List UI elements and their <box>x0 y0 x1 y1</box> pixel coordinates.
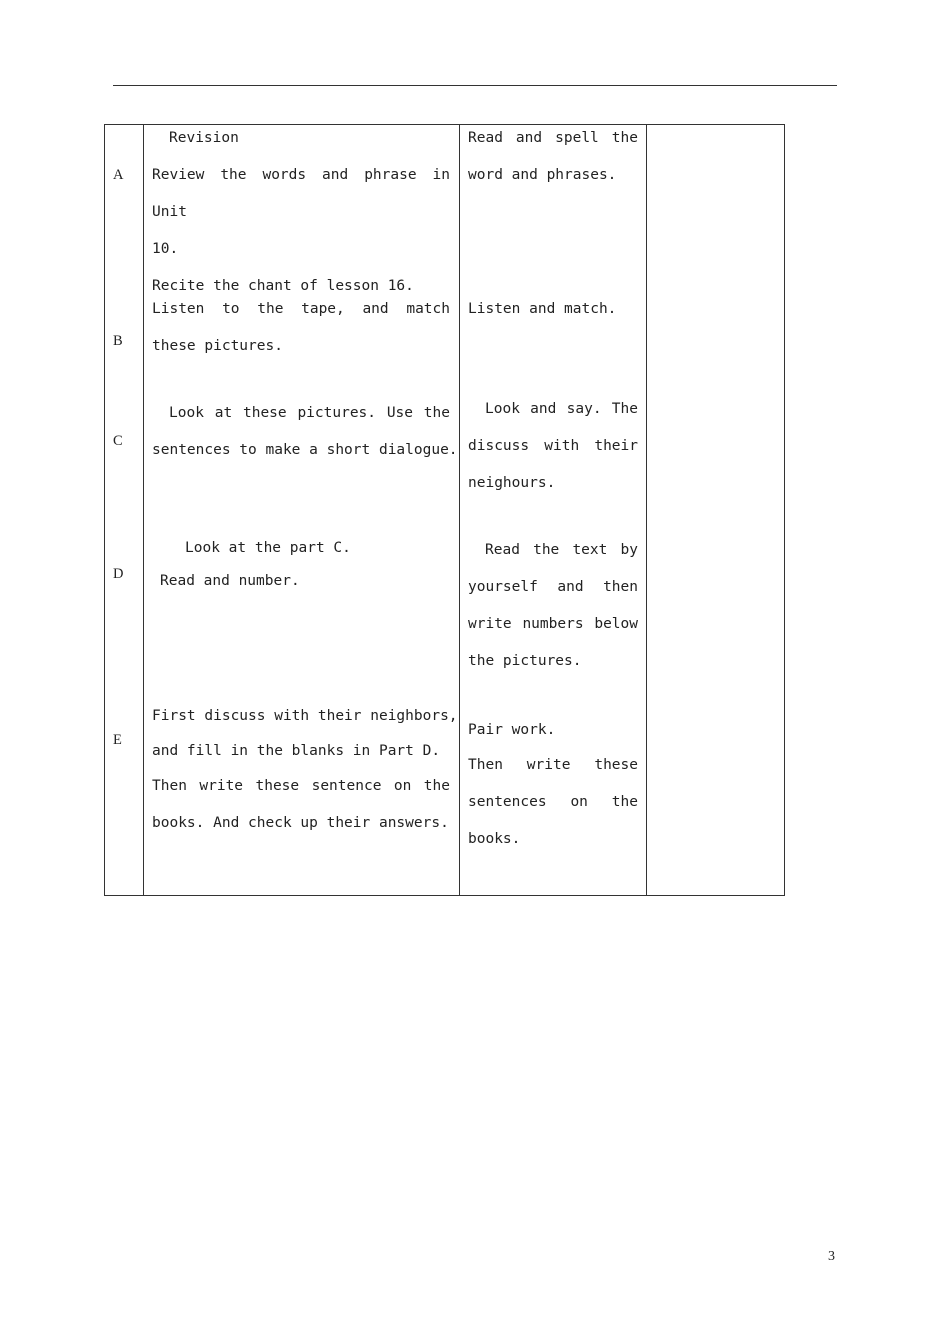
row-label-c: C <box>113 433 123 449</box>
activity-line: these pictures. <box>152 338 283 354</box>
lesson-table <box>104 124 785 896</box>
activity-cell-b <box>152 291 450 365</box>
column-divider <box>459 125 460 895</box>
row-label-e: E <box>113 732 122 748</box>
activity-cell-a <box>152 120 450 305</box>
row-label-b: B <box>113 333 123 349</box>
activity-line: First discuss with their neighbors, <box>152 708 458 724</box>
activity-line: Listen to the tape, and match <box>152 301 450 317</box>
student-line: yourself and then <box>468 579 638 595</box>
student-line: Listen and match. <box>468 301 617 317</box>
activity-cell-e <box>152 698 458 842</box>
activity-cell-c <box>152 395 458 469</box>
column-divider <box>646 125 647 895</box>
row-label-a: A <box>113 167 124 183</box>
student-line: Read and spell the <box>468 130 638 146</box>
activity-line: Read and number. <box>160 573 300 589</box>
row-label-d: D <box>113 566 124 582</box>
activity-line: Revision <box>169 130 239 146</box>
student-cell-c <box>468 391 638 502</box>
column-divider <box>143 125 144 895</box>
student-line: neighours. <box>468 475 556 491</box>
student-line: word and phrases. <box>468 167 617 183</box>
activity-line: sentences to make a short dialogue. <box>152 442 458 458</box>
header-rule <box>113 85 837 86</box>
student-line: Look and say. The <box>485 401 638 417</box>
activity-line: Then write these sentence on the <box>152 778 450 794</box>
activity-cell-d <box>152 532 450 598</box>
activity-line: 10. <box>152 241 179 257</box>
student-cell-b <box>468 291 638 328</box>
page-number: 3 <box>828 1249 835 1264</box>
student-line: discuss with their <box>468 438 638 454</box>
student-cell-e <box>468 714 638 858</box>
student-line: Read the text by <box>485 542 638 558</box>
student-line: Pair work. <box>468 722 556 738</box>
student-cell-a <box>468 120 638 194</box>
activity-line: Look at these pictures. Use the <box>169 405 450 421</box>
student-line: Then write these <box>468 757 638 773</box>
student-line: write numbers below <box>468 616 638 632</box>
activity-line: Review the words and phrase in Unit <box>152 167 450 220</box>
student-line: books. <box>468 831 521 847</box>
activity-line: Recite the chant of lesson 16. <box>152 278 414 294</box>
activity-line: books. And check up their answers. <box>152 815 449 831</box>
activity-line: Look at the part C. <box>185 540 351 556</box>
student-cell-d <box>468 532 638 680</box>
student-line: sentences on the <box>468 794 638 810</box>
student-line: the pictures. <box>468 653 582 669</box>
activity-line: and fill in the blanks in Part D. <box>152 743 441 759</box>
